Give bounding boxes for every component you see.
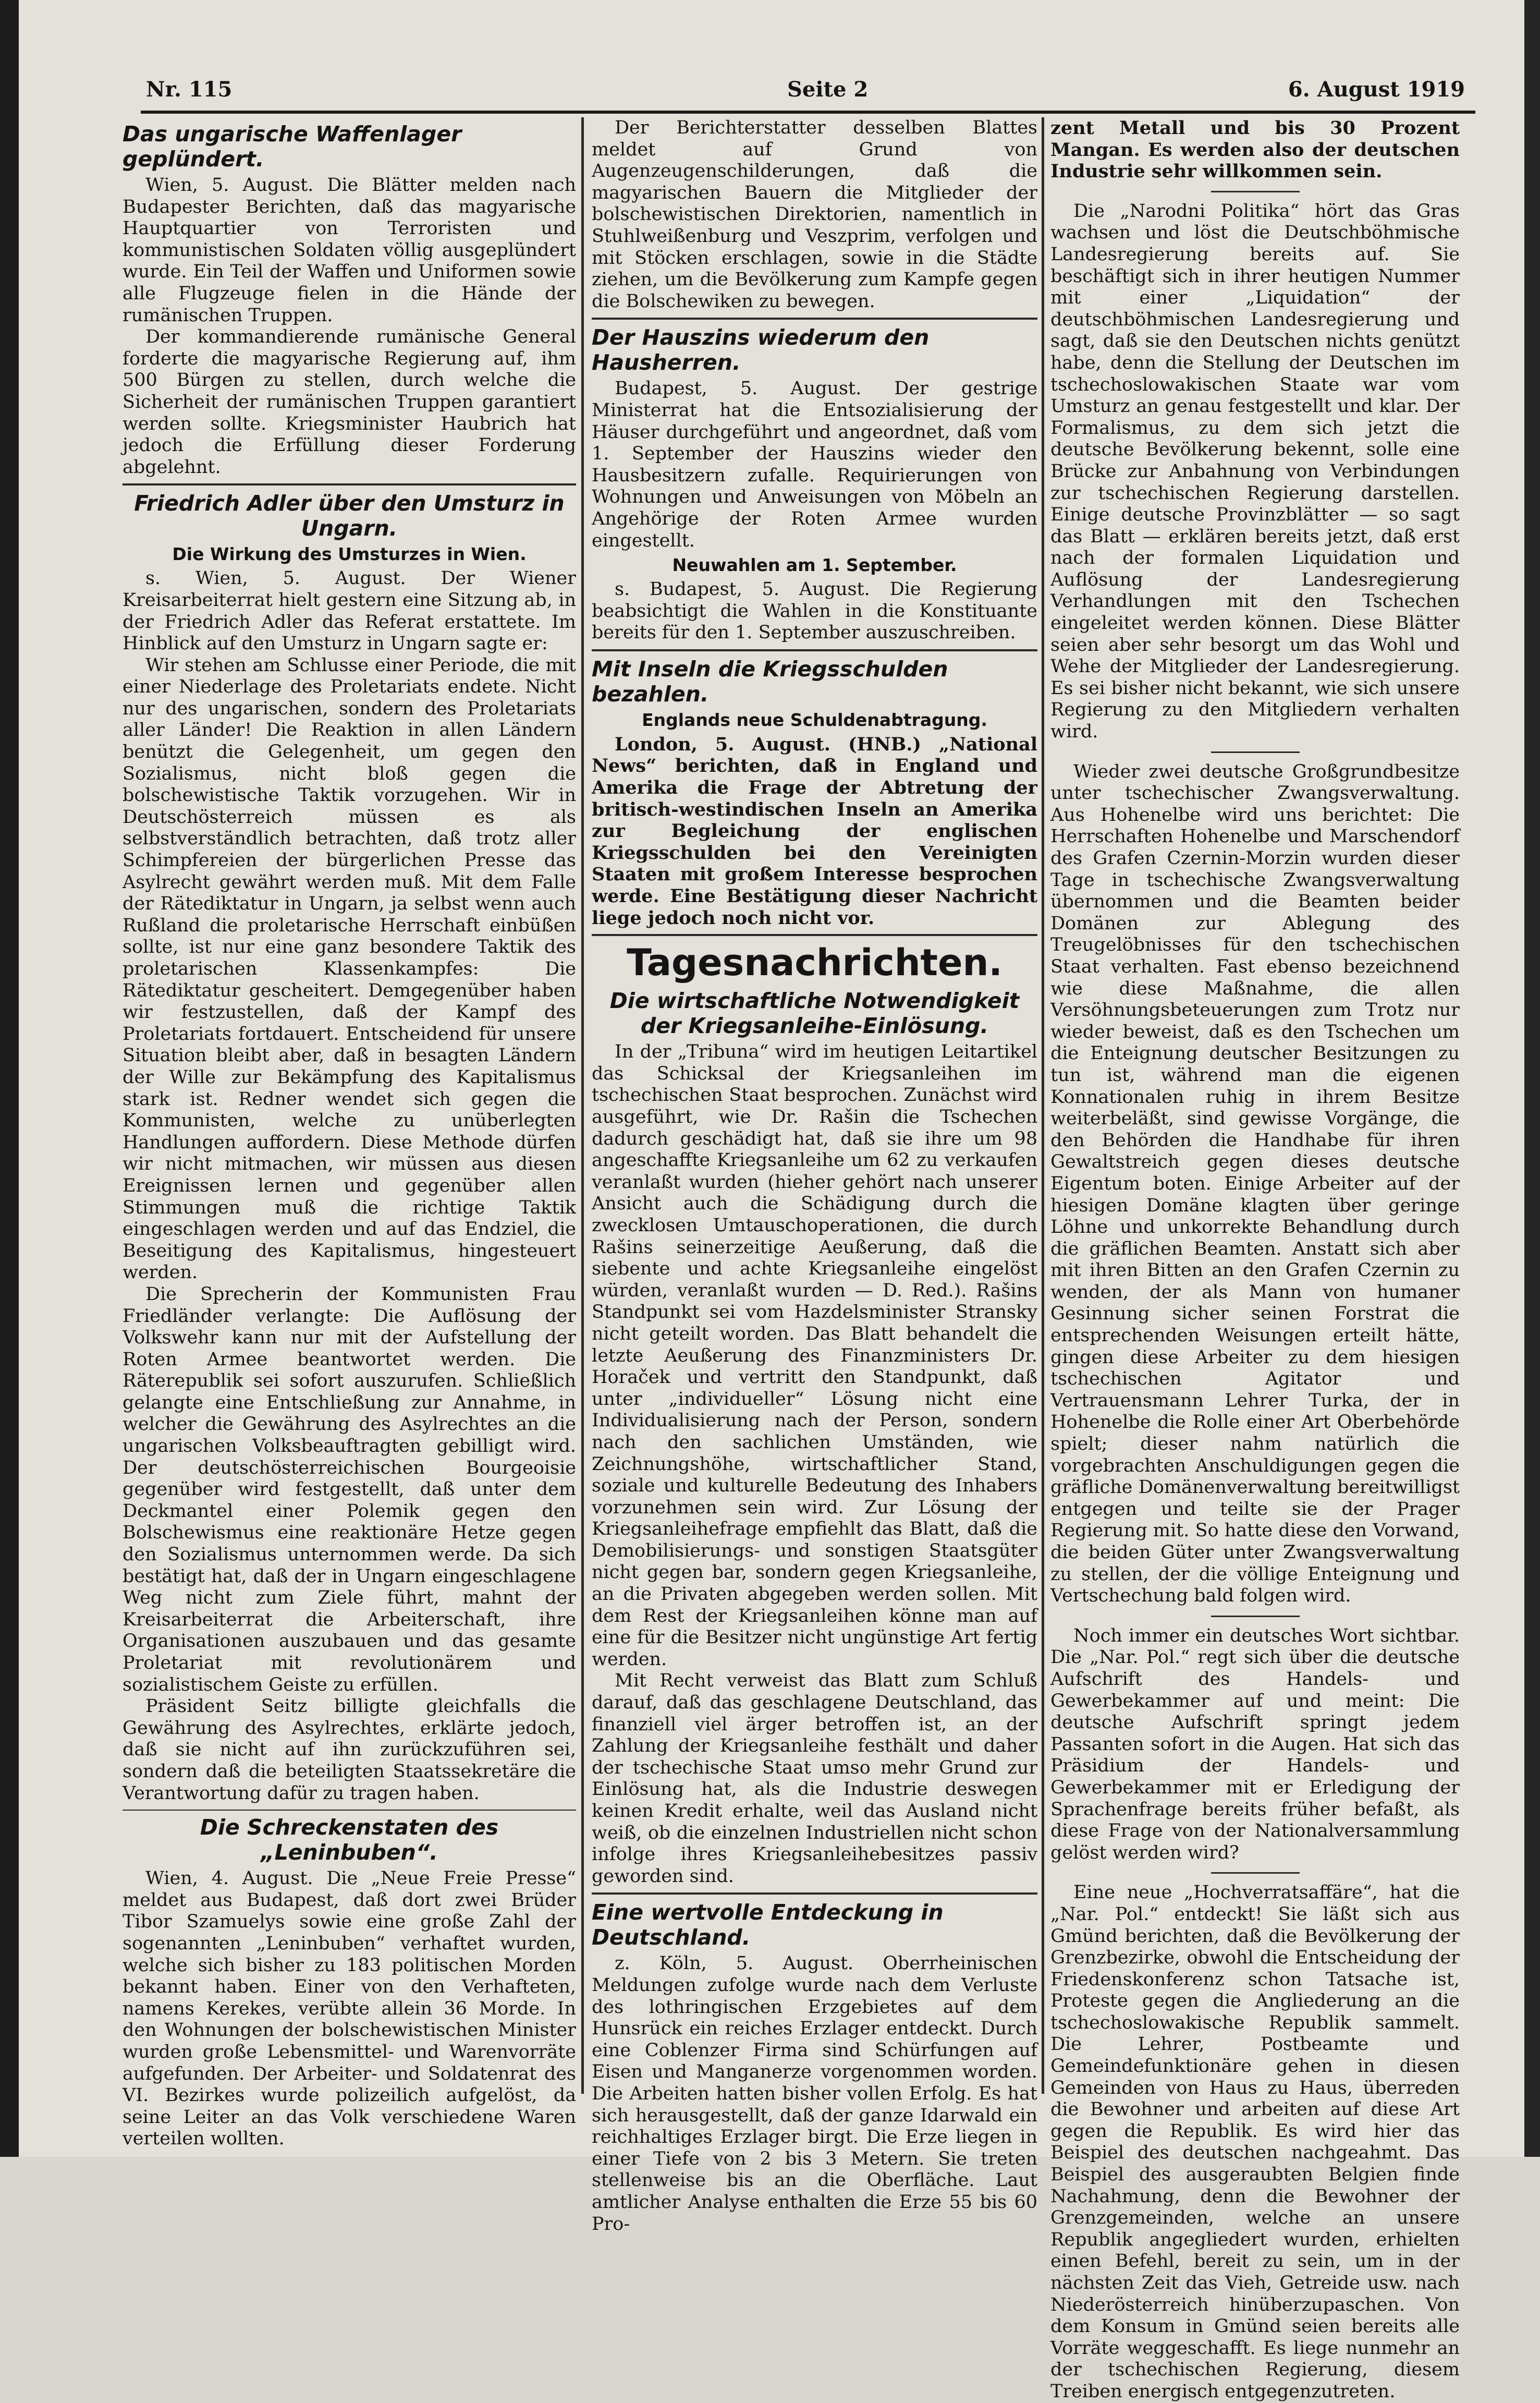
article-paragraph: Der Berichterstatter desselben Blattes meldet auf Grund von Augenzeugenschilderungen, daß die magyarischen Bauern die Mitglieder der bolschewistischen Direktorien, namentlich in Stuhlweißenburg und Veszprim, verfolgen und mit Stöcken erschlagen, sowie in die Städte ziehen, um die Bevölkerung zum Kampfe gegen die Bolschewiken zu bewegen. (592, 117, 1037, 312)
article-paragraph: Wir stehen am Schlusse einer Periode, die mit einer Niederlage des Proletariats endete. Nicht nur des ungarischen, sondern des Proletariats aller Länder! Die Reaktion in allen Ländern benützt die Gelegenheit, um gegen den Sozialismus, nicht bloß gegen die bolschewistische Taktik vorzugehen. Wir in Deutschösterreich müssen es als selbstverständlich betrachten, daß trotz aller Schimpfereien der bürgerlichen Presse das Asylrecht gewährt werden muß. Mit dem Falle der Rätediktatur in Ungarn, ja selbst wenn auch Rußland die proletarische Herrschaft einbüßen sollte, ist nur eine ganz besondere Taktik des proletarischen Klassenkampfes: Die Rätediktatur gescheitert. Demgegenüber haben wir festzustellen, daß der Kampf des Proletariats fortdauert. Entscheidend für unsere Situation bleibt aber, daß in besagten Ländern der Wille zur Bekämpfung des Kapitalismus stark ist. Redner wendet sich gegen die Kommunisten, welche zu unüberlegten Handlungen auffordern. Diese Methode dürfen wir nicht mitmachen, wir müssen aus diesen Ereignissen lernen und gegenüber allen Stimmungen muß die richtige Taktik eingeschlagen werden und auf das Endziel, die Beseitigung des Kapitalismus, hingesteuert werden. (123, 654, 576, 1283)
article-paragraph: Mit Recht verweist das Blatt zum Schluß darauf, daß das geschlagene Deutschland, das finanziell viel ärger betroffen ist, an der Zahlung der Kriegsanleihe festhält und daher der tschechische Staat umso mehr Grund zur Einlösung hat, als die Industrie deswegen keinen Kredit erhalte, weil das Ausland nicht weiß, ob die einzelnen Industriellen nicht schon infolge ihres Kriegsanleihebesitzes passiv geworden sind. (592, 1670, 1037, 1887)
headline: Das ungarische Waffenlager geplündert. (123, 122, 462, 172)
column-3 (1050, 117, 1460, 2402)
headline: Die wirtschaftliche Notwendigkeit der Kriegsanleihe-Einlösung. (609, 988, 1020, 1039)
article-paragraph: Wien, 5. August. Die Blätter melden nach Budapester Berichten, daß das magyarische Hauptquartier von Terroristen und kommunistischen Soldaten völlig ausgeplündert wurde. Ein Teil der Waffen und Uniformen sowie alle Flugzeuge fielen in die Hände der rumänischen Truppen. (123, 175, 576, 326)
article-paragraph: s. Budapest, 5. August. Die Regierung beabsichtigt die Wahlen in die Konstituante bereits für den 1. September auszuschreiben. (592, 579, 1037, 644)
subheadline: Neuwahlen am 1. September. (672, 555, 957, 576)
short-separator (1211, 1616, 1300, 1617)
article-paragraph: Wien, 4. August. Die „Neue Freie Presse“ meldet aus Budapest, daß dort zwei Brüder Tibor Szamuelys sowie eine große Zahl der sogenannten „Leninbuben“ verhaftet wurden, welche sich bisher zu 183 politischen Morden bekannt haben. Einer von den Verhafteten, namens Kerekes, verübte allein 36 Morde. In den Wohnungen der bolschewistischen Minister wurden große Lebensmittel- und Warenvorräte aufgefunden. Der Arbeiter- und Soldatenrat des VI. Bezirkes wurde polizeilich aufgelöst, da seine Leiter an das Volk verschiedene Waren verteilen wollten. (123, 1868, 576, 2150)
short-separator (1211, 191, 1300, 192)
article-paragraph: zent Metall und bis 30 Prozent Mangan. Es werden also der deutschen Industrie sehr willkommen sein. (1050, 117, 1460, 183)
article-separator (592, 318, 1037, 320)
article-paragraph: Die „Narodni Politika“ hört das Gras wachsen und löst die Deutschböhmische Landesregierung bereits auf. Sie beschäftigt sich in ihrer heutigen Nummer mit einer „Liquidation“ der deutschböhmischen Landesregierung und sagt, daß sie den Deutschen nichts genützt habe, denn die Stellung der Deutschen im tschechoslowakischen Staate war vom Umsturz an genau festgestellt und klar. Der Formalismus, zu dem sich jetzt die deutsche Bevölkerung bekennt, solle eine Brücke zur Anbahnung von Verbindungen zur tschechischen Regierung darstellen. Einige deutsche Provinzblätter — so sagt das Blatt — erklären bereits jetzt, daß erst nach der formalen Liquidation und Auflösung der Landesregierung Verhandlungen mit den Tschechen eingeleitet werden können. Diese Blätter seien aber sehr besorgt um das Wohl und Wehe der Mitglieder der Landesregierung. Es sei bisher nicht bekannt, wie sich unsere Regierung zu den Mitgliedern verhalten wird. (1050, 200, 1460, 743)
article-paragraph: Budapest, 5. August. Der gestrige Ministerrat hat die Entsozialisierung der Häuser durchgeführt und angeordnet, daß vom 1. September der Hauszins wieder den Hausbesitzern zufalle. Requirierungen von Wohnungen und Anweisungen von Möbeln an Angehörige der Roten Armee wurden eingestellt. (592, 378, 1037, 551)
article-separator (592, 934, 1037, 936)
section-title: Tagesnachrichten. (627, 941, 1003, 985)
headline: Friedrich Adler über den Umsturz in Ungarn. (134, 491, 565, 541)
article-paragraph: Präsident Seitz billigte gleichfalls die Gewährung des Asylrechtes, erklärte jedoch, daß sie nicht auf ihn zurückzuführen sei, sondern daß die beteiligten Staatssekretäre die Verantwortung dafür zu tragen haben. (123, 1696, 576, 1804)
article-paragraph: Die Sprecherin der Kommunisten Frau Friedländer verlangte: Die Auflösung der Volkswehr kann nur mit der Aufstellung der Roten Armee beantwortet werden. Die Räterepublik sei sofort auszurufen. Schließlich gelangte eine Entschließung zur Annahme, in welcher die Gewährung des Asylrechtes an die ungarischen Volksbeauftragten gebilligt wird. Der deutschösterreichischen Bourgeoisie gegenüber wird festgestellt, daß unter dem Deckmantel einer Polemik gegen den Bolschewismus eine reaktionäre Hetze gegen den Sozialismus unternommen werde. Da sich bestätigt hat, daß der in Ungarn eingeschlagene Weg nicht zum Ziele führt, mahnt der Kreisarbeiterrat die Arbeiterschaft, ihre Organisationen auszubauen und das gesamte Proletariat mit revolutionärem und sozialistischem Geiste zu erfüllen. (123, 1283, 576, 1695)
short-separator (1211, 1872, 1300, 1874)
column-divider (1042, 117, 1044, 2094)
subheadline: Englands neue Schuldenabtragung. (642, 709, 987, 730)
headline: Mit Inseln die Kriegsschulden bezahlen. (592, 656, 948, 707)
headline: Eine wertvolle Entdeckung in Deutschland. (592, 1900, 944, 1950)
article-paragraph: Wieder zwei deutsche Großgrundbesitze unter tschechischer Zwangsverwaltung. Aus Hohenelbe wird uns berichtet: Die Herrschaften Hohenelbe und Marschendorf des Grafen Czernin-Morzin wurden dieser Tage in tschechische Zwangsverwaltung übernommen und die Beamten beider Domänen zur Ablegung des Treugelöbnisses für den tschechischen Staat verhalten. Fast ebenso bezeichnend wie diese Maßnahme, die allen Versöhnungsbeteuerungen zum Trotz nur wieder beweist, daß es den Tschechen um die Enteignung deutscher Besitzungen zu tun ist, während man die eigenen Konnationalen ruhig in ihrem Besitze weiterbeläßt, sind gewisse Vorgänge, die den Behörden die Handhabe für ihren Gewaltstreich gegen dieses deutsche Eigentum boten. Einige Arbeiter auf der hiesigen Domäne klagten über geringe Löhne und unkorrekte Behandlung durch die gräflichen Beamten. Anstatt sich aber mit ihren Bitten an den Grafen Czernin zu wenden, der als Mann von humaner Gesinnung sicher seinen Forstrat die entsprechenden Weisungen erteilt hätte, gingen diese Arbeiter zu dem hiesigen tschechischen Agitator und Vertrauensmann Lehrer Turka, der in Hohenelbe die Rolle einer Art Oberbehörde spielt; dieser nahm natürlich die vorgebrachten Anschuldigungen gegen die gräfliche Domänenverwaltung bereitwilligst entgegen und teilte sie der Prager Regierung mit. So hatte diese den Vorwand, die beiden Güter unter Zwangsverwaltung zu stellen, der die völlige Enteignung und Vertschechung bald folgen wird. (1050, 761, 1460, 1607)
subheadline: Die Wirkung des Umsturzes in Wien. (172, 544, 527, 565)
article-paragraph: Der kommandierende rumänische General forderte die magyarische Regierung auf, ihm 500 Bürgen zu stellen, durch welche die Sicherheit der rumänischen Truppen garantiert werden sollte. Kriegsminister Haubrich hat jedoch die Erfüllung dieser Forderung abgelehnt. (123, 326, 576, 478)
issue-number: Nr. 115 (146, 77, 233, 102)
page-header (141, 77, 1475, 114)
article-separator (123, 1810, 576, 1811)
scan-edge-left (0, 0, 19, 2157)
article-separator (592, 649, 1037, 651)
header-rule (141, 111, 1475, 114)
article-separator (123, 483, 576, 486)
headline: Der Hauszins wiederum den Hausherren. (592, 325, 930, 375)
article-paragraph: z. Köln, 5. August. Oberrheinischen Meldungen zufolge wurde nach dem Verluste des lothringischen Erzgebietes auf dem Hunsrück ein reiches Erzlager entdeckt. Durch eine Coblenzer Firma sind Schürfungen auf Eisen und Manganerze vorgenommen worden. Die Arbeiten hatten bisher vollen Erfolg. Es hat sich herausgestellt, daß der ganze Idarwald ein reichhaltiges Erzlager birgt. Die Erze liegen in einer Tiefe von 2 bis 3 Metern. Sie treten stellenweise bis an die Oberfläche. Laut amtlicher Analyse enthalten die Erze 55 bis 60 Pro- (592, 1953, 1037, 2235)
scan-edge-right (1524, 0, 1540, 2157)
column-2 (592, 117, 1037, 2235)
headline: Die Schreckenstaten des „Leninbuben“. (200, 1815, 499, 1865)
article-separator (592, 1892, 1037, 1895)
column-divider (581, 117, 584, 2094)
article-paragraph: s. Wien, 5. August. Der Wiener Kreisarbeiterrat hielt gestern eine Sitzung ab, in der Friedrich Adler das Referat erstattete. Im Hinblick auf den Umsturz in Ungarn sagte er: (123, 568, 576, 654)
article-paragraph: In der „Tribuna“ wird im heutigen Leitartikel das Schicksal der Kriegsanleihen im tschechischen Staat besprochen. Zunächst wird ausgeführt, wie Dr. Rašin die Tschechen dadurch geschädigt hat, daß sie ihre um 98 angeschaffte Kriegsanleihe um 62 zu verkaufen veranlaßt wurden (hieher gehört nach unserer Ansicht auch die Schädigung durch die zwecklosen Umtauschoperationen, die durch Rašins seinerzeitige Aeußerung, daß die siebente und achte Kriegsanleihe eingelöst würden, veranlaßt wurden — D. Red.). Rašins Standpunkt sei vom Hazdelsminister Stransky nicht geteilt worden. Das Blatt behandelt die letzte Aeußerung des Finanzministers Dr. Horaček und vertritt den Standpunkt, daß unter „individueller“ Lösung nicht eine Individualisierung nach der Person, sondern nach den sachlichen Umständen, wie Zeichnungshöhe, wirtschaftlicher Stand, soziale und kulturelle Bedeutung des Inhabers vorzunehmen sein wird. Zur Lösung der Kriegsanleihefrage empfiehlt das Blatt, daß die Demobilisierungs- und sonstigen Staatsgüter nicht gegen bar, sondern gegen Kriegsanleihe, an die Privaten abgegeben werden sollen. Mit dem Rest der Kriegsanleihen könne man auf eine für die Besitzer nicht ungünstige Art fertig werden. (592, 1041, 1037, 1670)
page-number: Seite 2 (787, 77, 869, 102)
column-1 (123, 117, 576, 2150)
article-paragraph: London, 5. August. (HNB.) „National News“ berichten, daß in England und Amerika die Frage der Abtretung der britisch-westindischen Inseln an Amerika zur Begleichung der englischen Kriegsschulden bei den Vereinigten Staaten mit großem Interesse besprochen werde. Eine Bestätigung dieser Nachricht liege jedoch noch nicht vor. (592, 733, 1037, 929)
short-separator (1211, 751, 1300, 753)
article-paragraph: Eine neue „Hochverratsaffäre“, hat die „Nar. Pol.“ entdeckt! Sie läßt sich aus Gmünd berichten, daß die Bevölkerung der Grenzbezirke, obwohl die Entscheidung der Friedenskonferenz schon Tatsache ist, Proteste gegen die Angliederung an die tschechoslowakische Republik sammelt. Die Lehrer, Postbeamte und Gemeindefunktionäre gehen in diesen Gemeinden von Haus zu Haus, überreden die Bewohner und arbeiten auf diese Art gegen die Republik. Es wird hier das Beispiel des deutschen nachgeahmt. Das Beispiel des ausgeraubten Belgien finde Nachahmung, denn die Bewohner der Grenzgemeinden, welche an unsere Republik angegliedert wurden, erhielten einen Befehl, bereit zu sein, um in der nächsten Zeit das Vieh, Getreide usw. nach Niederösterreich hinüberzupaschen. Von dem Konsum in Gmünd seien bereits alle Vorräte weggeschafft. Es liege nunmehr an der tschechischen Regierung, diesem Treiben energisch entgegenzutreten. (1050, 1882, 1460, 2402)
article-paragraph: Noch immer ein deutsches Wort sichtbar. Die „Nar. Pol.“ regt sich über die deutsche Aufschrift des Handels- und Gewerbekammer auf und meint: Die deutsche Aufschrift springt jedem Passanten sofort in die Augen. Hat sich das Präsidium der Handels- und Gewerbekammer mit er Erledigung der Sprachenfrage bereits früher befaßt, als diese Frage von der Nationalversammlung gelöst werden wird? (1050, 1625, 1460, 1863)
issue-date: 6. August 1919 (1288, 77, 1465, 102)
